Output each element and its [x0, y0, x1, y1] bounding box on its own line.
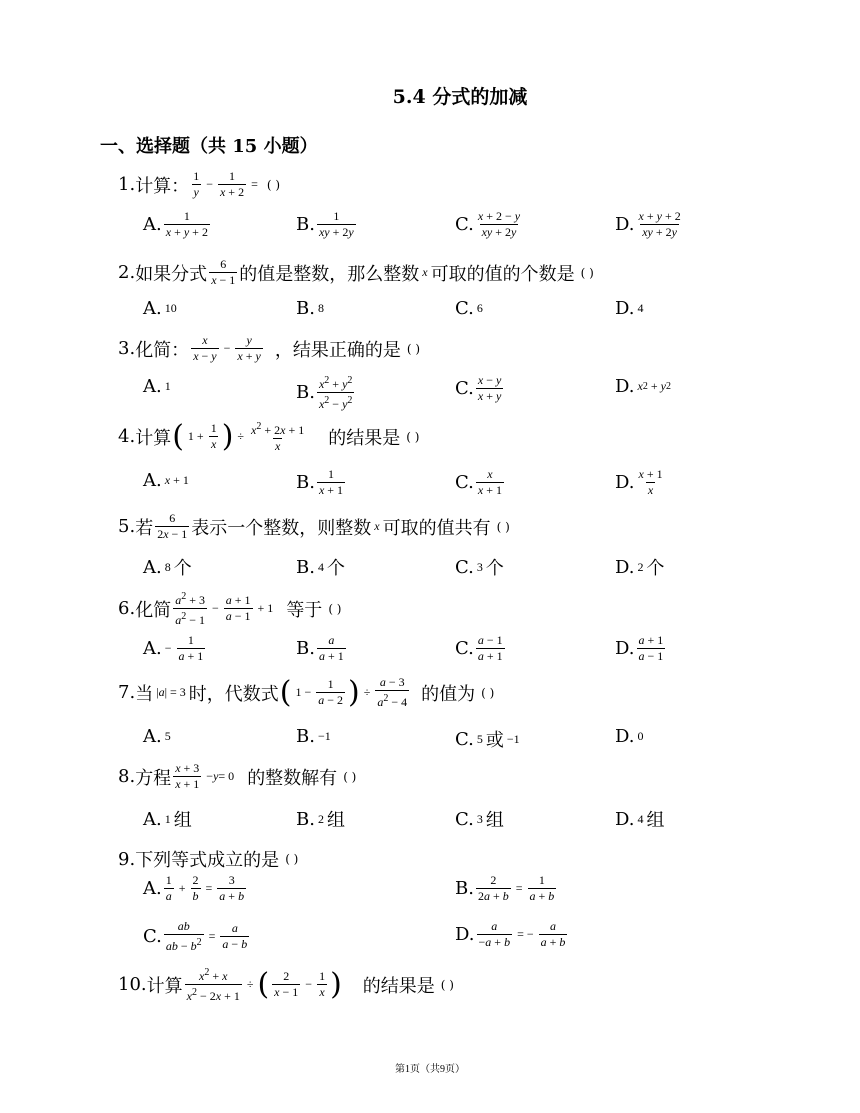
- page-title: 5.4 分式的加减: [392, 86, 528, 108]
- page-footer: 第1页（共9页）: [395, 1064, 465, 1075]
- q9-option-c: C. $\frac{ab}{ab - b^2}$ = $\frac{a}{a - b}$: [143, 919, 248, 953]
- question-7: 7. 当 | a | = 3 时，代数式 ( 1 − $\frac{1}{a - 2}$ ) ÷ $\frac{a - 3}{a^2 - 4}$ 的值为 ( ): [118, 674, 495, 710]
- q7-option-d: D. 0: [615, 726, 644, 747]
- q1-option-b: B. $\frac{1}{xy + 2y}$: [296, 209, 354, 239]
- q7-option-b: B. −1: [296, 726, 331, 747]
- question-10: 10. 计算 $\frac{x^2 + x}{x^2 - 2x + 1}$ ÷ ( $\frac{2}{x - 1}$ − $\frac{1}{x}$ ) 的结果是 ( ): [118, 966, 454, 1003]
- q6-option-d: D. $\frac{a + 1}{a - 1}$: [615, 633, 664, 663]
- q1-text: 计算：: [135, 175, 190, 197]
- q1-option-a: A. $\frac{1}{x + y + 2}$: [143, 209, 208, 239]
- question-8: 8. 方程 $\frac{x + 3}{x + 1}$ − y = 0 的整数解有 ( ): [118, 761, 357, 791]
- q9-option-d: D. $\frac{a}{-a + b}$ = − $\frac{a}{a + b}$: [455, 919, 566, 949]
- q3-option-b: B. $\frac{x^2 + y^2}{x^2 - y^2}$: [296, 375, 353, 411]
- q4-option-d: D. $\frac{x + 1}{x}$: [615, 467, 663, 497]
- q4-option-c: C. $\frac{x}{x + 1}$: [455, 467, 502, 497]
- q2-option-a: A. 10: [143, 298, 177, 319]
- q1-paren: ( ): [266, 177, 281, 192]
- question-4: 4. 计算 ( 1 + $\frac{1}{x}$ ) ÷ $\frac{x^2 + 2x + 1}{x}$ 的结果是 ( ): [118, 418, 420, 454]
- q2-option-c: C. 6: [455, 298, 483, 319]
- q8-option-c: C. 3 组: [455, 808, 504, 831]
- q3-option-c: C. $\frac{x - y}{x + y}$: [455, 373, 502, 403]
- question-5: 5. 若 $\frac{6}{2x - 1}$ 表示一个整数，则整数 x 可取的值共有 ( ): [118, 511, 510, 541]
- q8-option-b: B. 2 组: [296, 808, 345, 831]
- q6-option-a: A. − $\frac{1}{a + 1}$: [143, 633, 204, 663]
- q1-frac-1: $\frac{1}{y}$: [193, 169, 200, 199]
- q2-option-d: D. 4: [615, 298, 644, 319]
- q7-option-a: A. 5: [143, 726, 171, 747]
- q5-option-d: D. 2 个: [615, 556, 665, 579]
- q1-number: 1.: [118, 174, 136, 195]
- question-9: 9. 下列等式成立的是 ( ): [118, 848, 299, 871]
- q8-option-a: A. 1 组: [143, 808, 192, 831]
- question-2: 2. 如果分式 $\frac{6}{x - 1}$ 的值是整数，那么整数 x 可取的值的个数是 ( ): [118, 257, 594, 287]
- q2-option-b: B. 8: [296, 298, 324, 319]
- q3-option-a: A. 1: [143, 376, 171, 397]
- q1-frac-2: $\frac{1}{x + 2}$: [219, 169, 245, 199]
- q7-option-c: C. 5 或 −1: [455, 728, 520, 751]
- q1-option-c: C. $\frac{x + 2 - y}{xy + 2y}$: [455, 209, 521, 239]
- q5-option-c: C. 3 个: [455, 556, 504, 579]
- q8-option-d: D. 4 组: [615, 808, 665, 831]
- q4-option-b: B. $\frac{1}{x + 1}$: [296, 467, 344, 497]
- section-title: 一、选择题（共 15 小题）: [100, 136, 318, 157]
- q1-option-d: D. $\frac{x + y + 2}{xy + 2y}$: [615, 209, 681, 239]
- q6-option-b: B. $\frac{a}{a + 1}$: [296, 633, 344, 663]
- question-3: 3. 化简： $\frac{x}{x - y}$ − $\frac{y}{x + y}$ ，结果正确的是 ( ): [118, 333, 421, 363]
- q9-option-b: B. $\frac{2}{2a + b}$ = $\frac{1}{a + b}$: [455, 873, 555, 903]
- q5-option-b: B. 4 个: [296, 556, 345, 579]
- q5-option-a: A. 8 个: [143, 556, 192, 579]
- q6-option-c: C. $\frac{a - 1}{a + 1}$: [455, 633, 503, 663]
- q9-option-a: A. $\frac{1}{a}$ + $\frac{2}{b}$ = $\frac{3}{a + b}$: [143, 873, 245, 903]
- question-1: 1. 计算： $\frac{1}{y}$ − $\frac{1}{x + 2}$ = ( ): [118, 169, 281, 199]
- question-6: 6. 化简 $\frac{a^2 + 3}{a^2 - 1}$ − $\frac{a + 1}{a - 1}$ + 1 等于 ( ): [118, 591, 342, 627]
- q3-option-d: D. x 2 + y 2: [615, 376, 671, 397]
- q4-option-a: A. x + 1: [143, 470, 189, 491]
